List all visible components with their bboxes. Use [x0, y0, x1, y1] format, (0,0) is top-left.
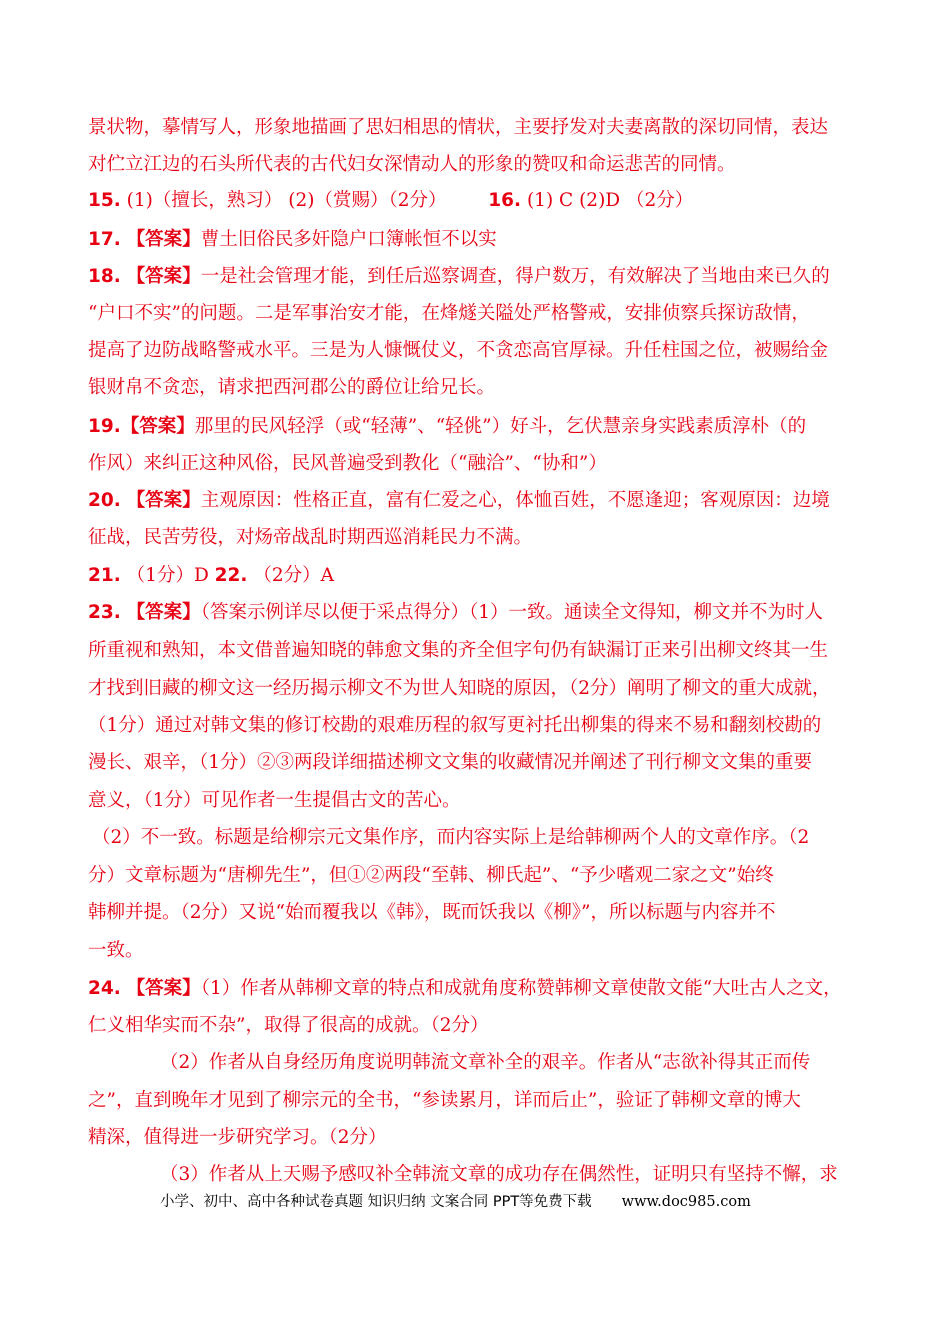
footer-url-link[interactable]: www.doc985.com	[621, 1194, 751, 1210]
footer-text: 小学、初中、高中各种试卷真题 知识归纳 文案合同 PPT等免费下载	[160, 1194, 592, 1210]
question-number: 19.	[88, 416, 121, 437]
answer-line: （2）作者从自身经历角度说明韩流文章补全的艰辛。作者从“志欲补得其正而传	[160, 1052, 811, 1073]
page-footer	[160, 1190, 751, 1211]
question-number: 22.	[214, 565, 248, 586]
question-number: 23.	[88, 602, 121, 623]
answer-line: 征战，民苦劳役，对炀帝战乱时期西巡消耗民力不满。	[88, 527, 533, 548]
answer-line: 精深，值得进一步研究学习。（2分）	[88, 1127, 387, 1148]
answer-line: 提高了边防战略警戒水平。三是为人慷慨仗义，不贪恋高官厚禄。升任柱国之位，被赐给金	[88, 340, 829, 361]
answer-tag: 【答案】	[126, 602, 201, 623]
answer-line: （3）作者从上天赐予感叹补全韩流文章的成功存在偶然性，证明只有坚持不懈，求	[160, 1164, 838, 1185]
answer-line: 对伫立江边的石头所代表的古代妇女深情动人的形象的赞叹和命运悲苦的同情。	[88, 154, 736, 175]
answer-line: 作风）来纠正这种风俗，民风普遍受到教化（“融洽”、“协和”）	[88, 453, 607, 474]
question-number: 17.	[88, 229, 121, 250]
answer-q24	[88, 976, 842, 1002]
answer-text: (1) C (2)D （2分）	[526, 190, 694, 211]
question-number: 16.	[488, 190, 522, 211]
answer-tag: 【答案】	[126, 978, 201, 999]
answer-line: 仁义相华实而不杂”，取得了很高的成就。（2分）	[88, 1015, 489, 1036]
answer-tag: 【答案】	[126, 490, 201, 511]
answer-line: 银财帛不贪恋，请求把西河郡公的爵位让给兄长。	[88, 377, 496, 398]
question-number: 20.	[88, 490, 121, 511]
answer-tag: 【答案】	[120, 416, 195, 437]
answer-line: （2）不一致。标题是给柳宗元文集作序，而内容实际上是给韩柳两个人的文章作序。（2	[92, 827, 810, 848]
answer-q20	[88, 488, 830, 514]
answer-line: 韩柳并提。（2分）又说“始而覆我以《韩》，既而饫我以《柳》”，所以标题与内容并不	[88, 902, 776, 923]
answer-text: 主观原因：性格正直，富有仁爱之心，体恤百姓，不愿逢迎；客观原因：边境	[200, 490, 830, 511]
answer-text: 曹土旧俗民多奸隐户口簿帐恒不以实	[200, 229, 497, 250]
answer-q23	[88, 600, 823, 626]
answer-line: 才找到旧藏的柳文这一经历揭示柳文不为世人知晓的原因，（2分）阐明了柳文的重大成就，	[88, 678, 831, 699]
answer-text: 一是社会管理才能，到任后巡察调查，得户数万，有效解决了当地由来已久的	[200, 266, 830, 287]
question-number: 15.	[88, 190, 121, 211]
answer-line: 之”，直到晚年才见到了柳宗元的全书，“参读累月，详而后止”，验证了韩柳文章的博大	[88, 1090, 801, 1111]
answer-line: 景状物，摹情写人，形象地描画了思妇相思的情状，主要抒发对夫妻离散的深切同情，表达	[88, 117, 829, 138]
answer-text: 那里的民风轻浮（或“轻薄”、“轻佻”）好斗，乞伏慧亲身实践素质淳朴（的	[194, 416, 807, 437]
answer-line: 意义，（1分）可见作者一生提倡古文的苦心。	[88, 790, 461, 811]
answer-tag: 【答案】	[126, 266, 201, 287]
answer-q21-q22	[88, 563, 334, 589]
answer-q15-q16	[88, 188, 693, 214]
answer-text: (1)（擅长，熟习） (2)（赏赐）（2分）	[126, 190, 447, 211]
answer-text: （答案示例详尽以便于采点得分）（1）一致。通读全文得知，柳文并不为时人	[200, 602, 823, 623]
answer-tag: 【答案】	[126, 229, 201, 250]
question-number: 18.	[88, 266, 121, 287]
answer-line: 所重视和熟知，本文借普遍知晓的韩愈文集的齐全但字句仍有缺漏订正来引出柳文终其一生	[88, 640, 829, 661]
answer-text: （1）作者从韩柳文章的特点和成就角度称赞韩柳文章使散文能“大吐古人之文，	[200, 978, 842, 999]
answer-text: （1分）D	[126, 565, 209, 586]
answer-text: （2分）A	[253, 565, 334, 586]
answer-line: 一致。	[88, 940, 144, 961]
answer-q19	[88, 414, 806, 440]
answer-line: 分）文章标题为“唐柳先生”，但①②两段“至韩、柳氏起”、“予少嗜观二家之文”始终	[88, 865, 774, 886]
answer-q18	[88, 264, 830, 290]
answer-line: “户口不实”的问题。二是军事治安才能，在烽燧关隘处严格警戒，安排侦察兵探访敌情，	[88, 303, 810, 324]
question-number: 24.	[88, 978, 121, 999]
answer-q17	[88, 227, 497, 253]
answer-line: （1分）通过对韩文集的修订校勘的艰难历程的叙写更衬托出柳集的得来不易和翻刻校勘的	[88, 715, 822, 736]
question-number: 21.	[88, 565, 121, 586]
answer-line: 漫长、艰辛，（1分）②③两段详细描述柳文文集的收藏情况并阐述了刊行柳文文集的重要	[88, 752, 813, 773]
